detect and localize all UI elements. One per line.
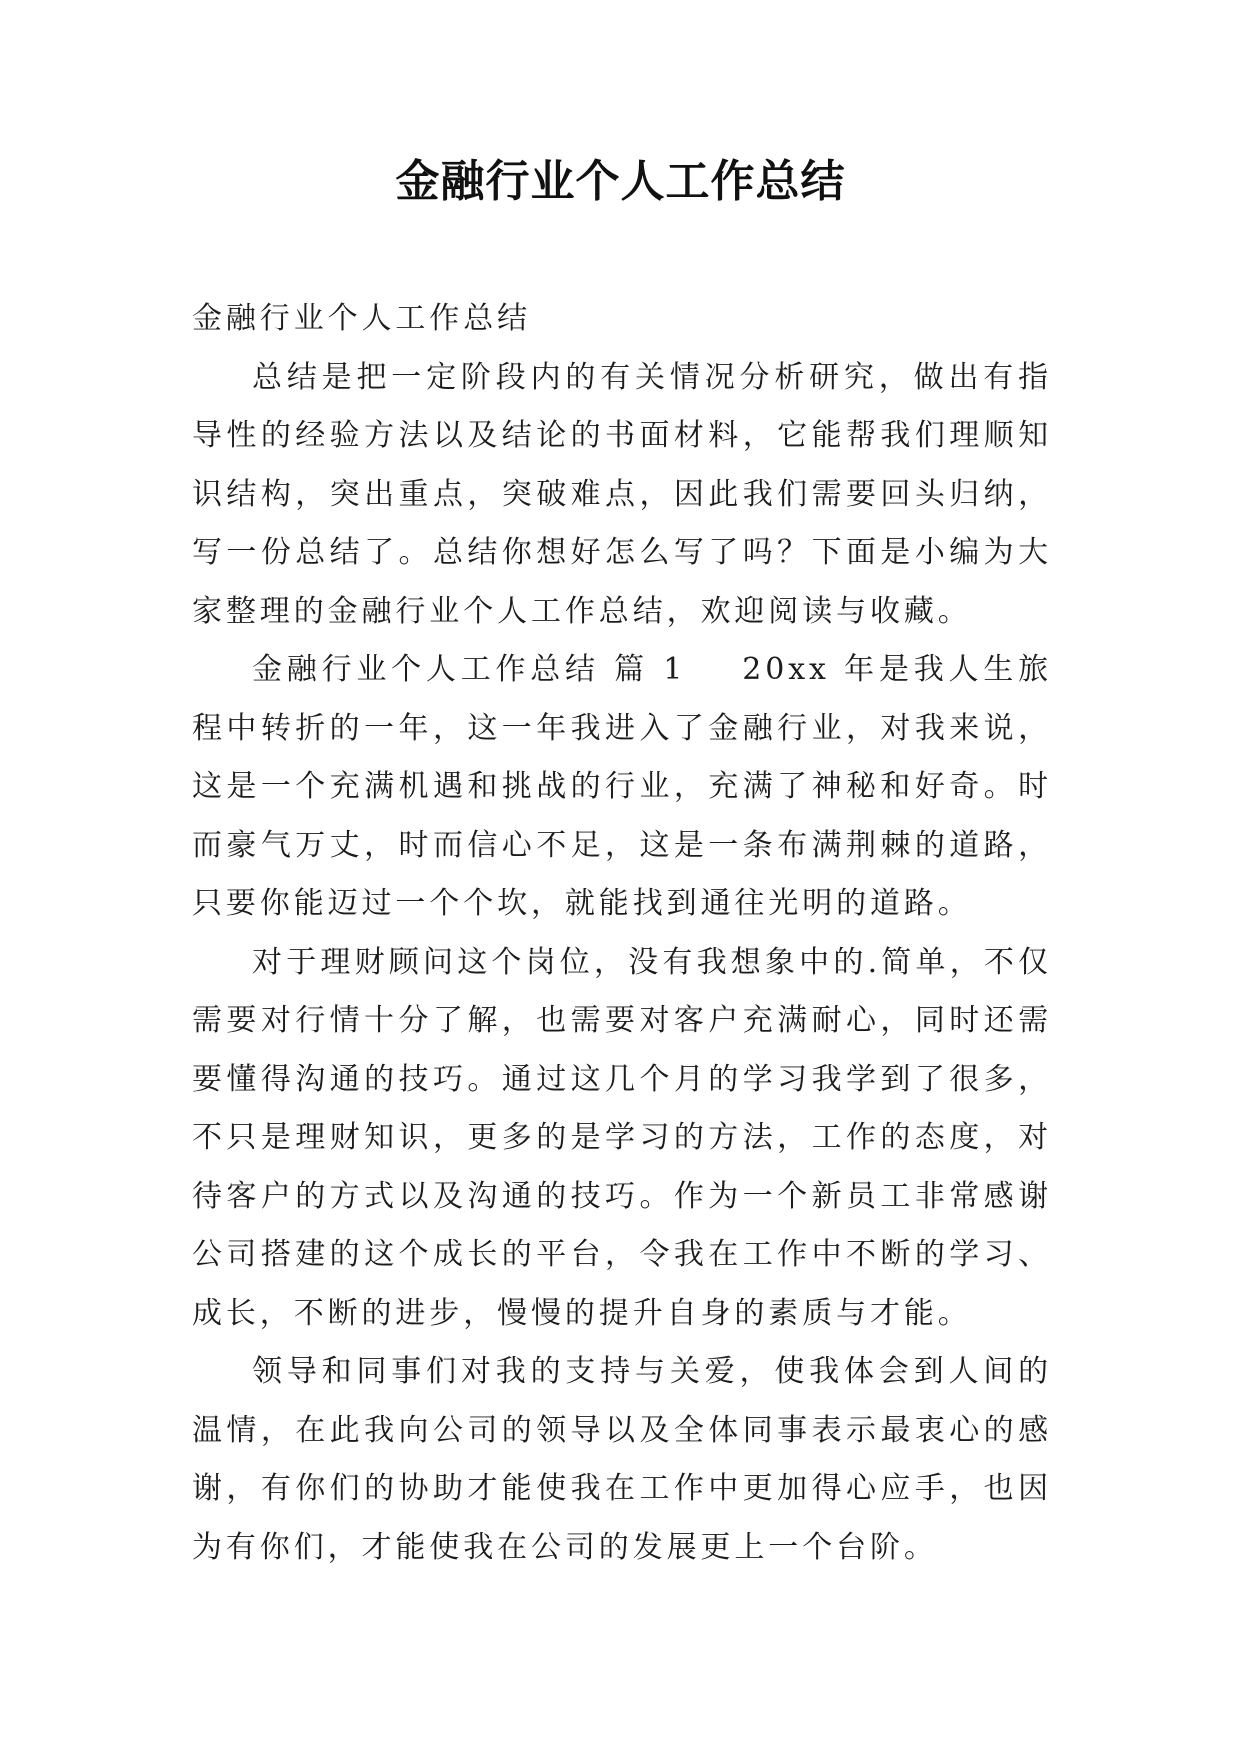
body-paragraph: 领导和同事们对我的支持与关爱，使我体会到人间的温情，在此我向公司的领导以及全体同事表示最衷心的感谢，有你们的协助才能使我在工作中更加得心应手，也因为有你们，才能使我在公司的发展更上一个台阶。 bbox=[192, 1354, 1052, 1565]
intro-paragraph: 总结是把一定阶段内的有关情况分析研究，做出有指导性的经验方法以及结论的书面材料，它能帮我们理顺知识结构，突出重点，突破难点，因此我们需要回头归纳，写一份总结了。总结你想好怎么写了吗？下面是小编为大家整理的金融行业个人工作总结，欢迎阅读与收藏。 bbox=[192, 359, 1052, 629]
section-heading: 金融行业个人工作总结 篇 1 bbox=[252, 652, 687, 687]
section-text: 20xx 年是我人生旅程中转折的一年，这一年我进入了金融行业，对我来说，这是一个充满机遇和挑战的行业，充满了神秘和好奇。时而豪气万丈，时而信心不足，这是一条布满荆棘的道路，只要你能迈过一个个坎，就能找到通往光明的道路。 bbox=[192, 652, 1052, 921]
document-title: 金融行业个人工作总结 bbox=[395, 156, 846, 207]
document-subtitle: 金融行业个人工作总结 bbox=[192, 301, 531, 336]
section-paragraph bbox=[192, 641, 1052, 934]
body-paragraph: 对于理财顾问这个岗位，没有我想象中的.简单，不仅需要对行情十分了解，也需要对客户充满耐心，同时还需要懂得沟通的技巧。通过这几个月的学习我学到了很多，不只是理财知识，更多的是学习的方法，工作的态度，对待客户的方式以及沟通的技巧。作为一个新员工非常感谢公司搭建的这个成长的平台，令我在工作中不断的学习、成长，不断的进步，慢慢的提升自身的素质与才能。 bbox=[192, 944, 1052, 1331]
document-body bbox=[192, 290, 1052, 1577]
